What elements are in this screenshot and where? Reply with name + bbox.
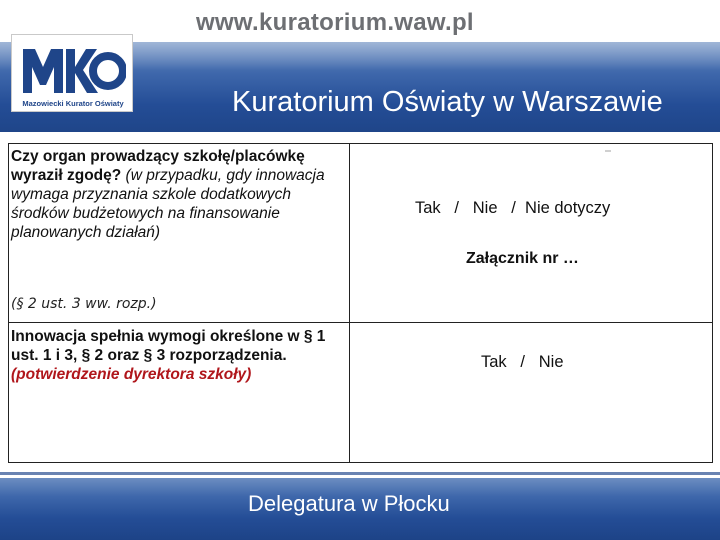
question-consent (11, 147, 347, 242)
attachment-number: Załącznik nr … (466, 250, 579, 267)
answer-options-requirements: Tak / Nie (481, 353, 564, 371)
answer-options-consent: Tak / Nie / Nie dotyczy (415, 199, 611, 217)
footer-title: Delegatura w Płocku (248, 491, 450, 516)
mko-logo-mark (20, 41, 126, 97)
principal-confirmation-note: (potwierdzenie dyrektora szkoły) (11, 366, 252, 383)
mko-logo (11, 34, 133, 112)
site-url[interactable]: www.kuratorium.waw.pl (196, 9, 474, 36)
question-requirements (11, 327, 356, 384)
logo-caption: Mazowiecki Kurator Oświaty (22, 99, 124, 108)
table-column-divider (349, 143, 350, 463)
legal-reference: (§ 2 ust. 3 ww. rozp.) (11, 296, 157, 312)
question-consent-italic: (w przypadku, gdy innowacja wymaga przyznania szkole dodatkowych środków budżetowych na finansowanie planowanych działań) (11, 167, 325, 241)
question-requirements-text: Innowacja spełnia wymogi określone w § 1 ust. 1 i 3, § 2 oraz § 3 rozporządzenia. (11, 328, 326, 364)
header-title: Kuratorium Oświaty w Warszawie (232, 86, 663, 118)
table-row-divider (8, 322, 713, 323)
footer-line (0, 472, 720, 475)
question-consent-bold: Czy organ prowadzący szkołę/placówkę wyraził zgodę? (11, 148, 305, 184)
scan-speck (605, 150, 611, 152)
